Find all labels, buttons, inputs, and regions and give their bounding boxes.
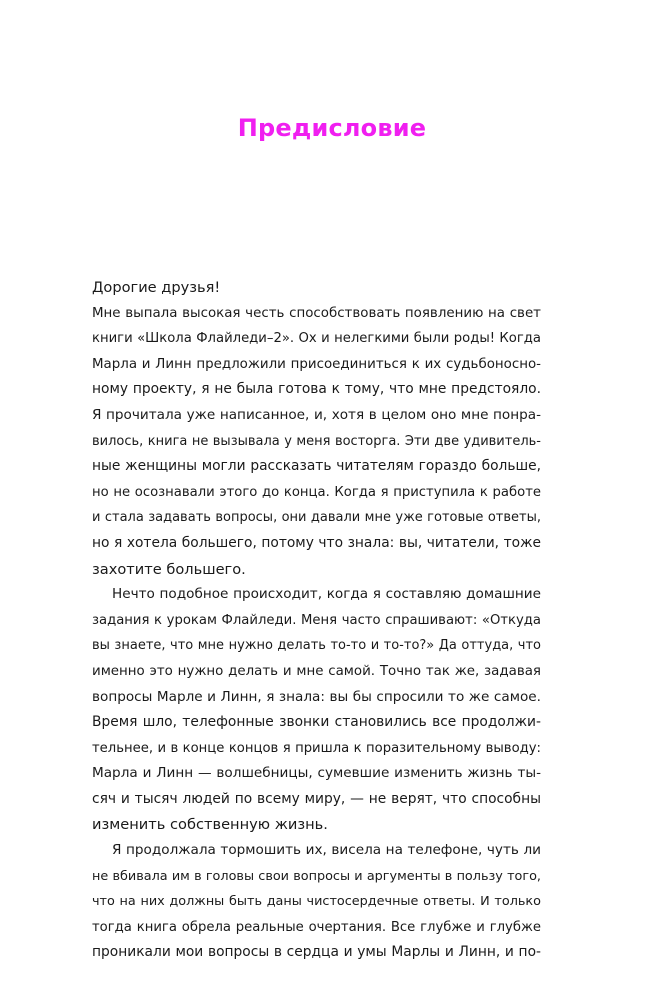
text-line: Я продолжала тормошить их, висела на телефоне, чуть ли bbox=[112, 842, 541, 859]
text-line: вопросы Марле и Линн, я знала: вы бы спросили то же самое. bbox=[92, 688, 541, 705]
text-line: сяч и тысяч людей по всему миру, — не верят, что способны bbox=[92, 790, 541, 807]
text-line: не вбивала им в головы свои вопросы и аргументы в пользу того, bbox=[92, 868, 541, 884]
text-line: Я прочитала уже написанное, и, хотя в целом оно мне понра- bbox=[92, 406, 541, 423]
chapter-title: Предисловие bbox=[237, 114, 427, 142]
text-line: ные женщины могли рассказать читателям гораздо больше, bbox=[92, 458, 541, 475]
text-line: и стала задавать вопросы, они давали мне уже готовые ответы, bbox=[92, 510, 541, 526]
text-line: ному проекту, я не была готова к тому, что мне предстояло. bbox=[92, 381, 541, 398]
text-line: задания к урокам Флайледи. Меня часто спрашивают: «Откуда bbox=[92, 612, 541, 628]
text-line: вы знаете, что мне нужно делать то-то и то-то?» Да оттуда, что bbox=[92, 638, 541, 654]
text-line: Мне выпала высокая честь способствовать появлению на свет bbox=[92, 305, 541, 321]
text-line: тогда книга обрела реальные очертания. Все глубже и глубже bbox=[92, 919, 541, 935]
text-line: захотите большего. bbox=[92, 560, 246, 578]
text-line: Время шло, телефонные звонки становились все продолжи- bbox=[92, 714, 541, 731]
text-line: что на них должны быть даны чистосердечные ответы. И только bbox=[92, 894, 541, 910]
text-line: изменить собственную жизнь. bbox=[92, 816, 328, 834]
text-line: но не осознавали этого до конца. Когда я приступила к работе bbox=[92, 484, 541, 500]
text-line: Дорогие друзья! bbox=[92, 279, 221, 296]
text-line: книги «Школа Флайледи–2». Ох и нелегкими были роды! Когда bbox=[92, 331, 541, 347]
text-line: вилось, книга не вызывала у меня восторга. Эти две удивитель- bbox=[92, 433, 541, 449]
text-line: Марла и Линн предложили присоединиться к их судьбоносно- bbox=[92, 356, 541, 372]
text-line: именно это нужно делать и мне самой. Точно так же, задавая bbox=[92, 663, 541, 679]
body-text bbox=[92, 275, 541, 966]
text-line: тельнее, и в конце концов я пришла к поразительному выводу: bbox=[92, 740, 541, 756]
text-line: но я хотела большего, потому что знала: вы, читатели, тоже bbox=[92, 534, 541, 551]
text-line: Марла и Линн — волшебницы, сумевшие изменить жизнь ты- bbox=[92, 765, 541, 782]
text-line: проникали мои вопросы в сердца и умы Марлы и Линн, и по- bbox=[92, 944, 541, 961]
text-line: Нечто подобное происходит, когда я составляю домашние bbox=[112, 586, 541, 603]
